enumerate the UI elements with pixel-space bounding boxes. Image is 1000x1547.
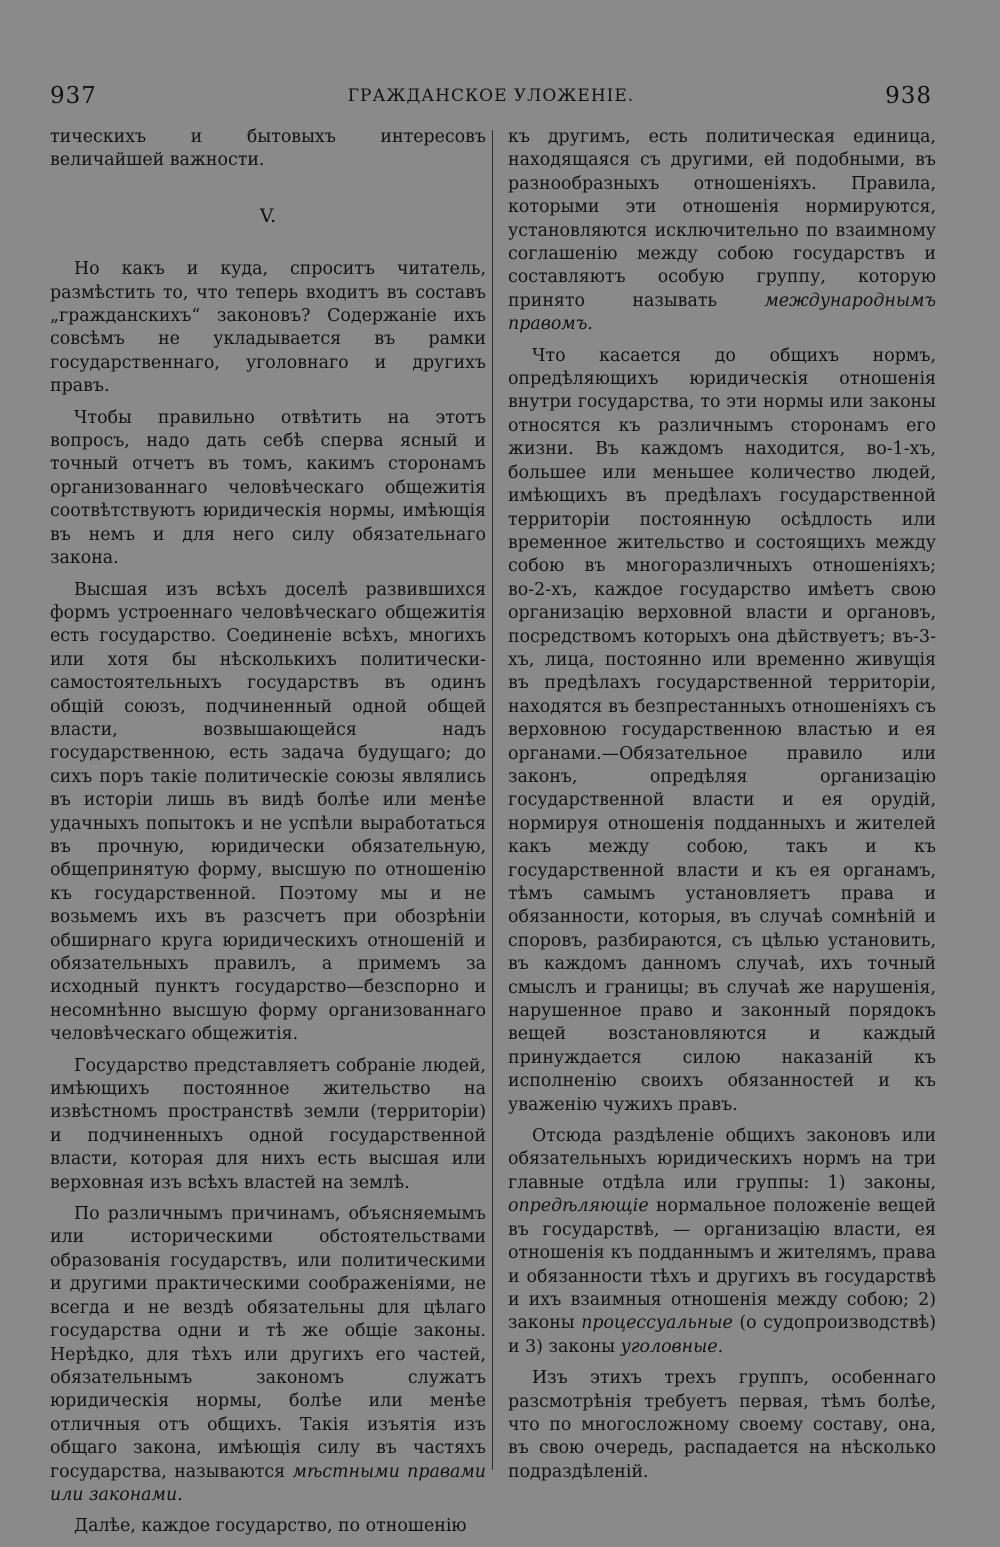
paragraph: Высшая изъ всѣхъ доселѣ развившихся формъ устроеннаго человѣческаго общежитія есть государство. Соединеніе всѣхъ, многихъ или хотя бы нѣсколькихъ политически-самостоятельныхъ государствъ въ одинъ общій союзъ, подчиненный одной общей власти, возвышающейся надъ государственною, есть задача будущаго; до сихъ поръ такіе политическіе союзы являлись въ исторіи лишь въ видѣ болѣе или менѣе удачныхъ попытокъ и не успѣли выработаться въ прочную, юридически обязательную, общепринятую форму, высшую по отношенію къ государственной. Поэтому мы и не возьмемъ ихъ въ разсчетъ при обозрѣніи обширнаго круга юридическихъ отношеній и обязательныхъ правилъ, а примемъ за исходный пунктъ государство—безспорно и несомнѣнно высшую форму организованнаго человѣческаго общежитія. [50,579,486,1045]
paragraph: Изъ этихъ трехъ группъ, особеннаго разсмотрѣнія требуетъ первая, тѣмъ болѣе, что по многосложному своему составу, она, въ свою очередь, распадается на нѣсколько подраздѣленій. [508,1368,936,1482]
paragraph [508,126,936,337]
italic-term: уголовные. [620,1336,724,1357]
text-run: Отсюда раздѣленіе общихъ законовъ или обязательныхъ юридическихъ нормъ на три главные отдѣла или группы: 1) законы, [508,1126,936,1193]
paragraph: Далѣе, каждое государство, по отношенію [74,1516,467,1537]
italic-term: опредѣляющіе [508,1196,649,1217]
text-run: (о судопроизводствѣ) и 3) законы [508,1313,936,1357]
left-column [50,126,486,1547]
paragraph [508,1125,936,1359]
paragraph: тическихъ и бытовыхъ интересовъ величайшей важности. [50,127,486,171]
right-column [508,126,936,1492]
paragraph: Государство представляетъ собраніе людей, имѣющихъ постоянное жительство на извѣстномъ пространствѣ земли (территоріи) и подчиненныхъ одной государственной власти, которая для нихъ есть высшая или верховная изъ всѣхъ властей на землѣ. [50,1055,486,1193]
paragraph [50,1203,486,1507]
page-number-left: 937 [50,83,97,109]
paragraph: Что касается до общихъ нормъ, опредѣляющихъ юридическія отношенія внутри государства, то эти нормы или законы относятся къ различнымъ сторонамъ его жизни. Въ каждомъ находится, во-1-хъ, большее или меньшее количество людей, имѣющихъ въ предѣлахъ государственной территоріи постоянную осѣдлость или временное жительство и состоящихъ между собою въ многоразличныхъ отношеніяхъ; во-2-хъ, каждое государство имѣетъ свою организацію верховной власти и органовъ, посредствомъ которыхъ она дѣйствуетъ; въ-3-хъ, лица, постоянно или временно живущія въ предѣлахъ государственной территоріи, находятся въ безпрестанныхъ отношеніяхъ съ верховною государственною властью и ея органами.—Обязательное правило или законъ, опредѣляя организацію государственной власти и ея орудій, нормируя отношенія подданныхъ и жителей какъ между собою, такъ и къ государственной власти и къ ея органамъ, тѣмъ самымъ установляетъ права и обязанности, которыя, въ случаѣ сомнѣній и споровъ, разбираются, съ цѣлью установить, въ каждомъ данномъ случаѣ, ихъ точный смыслъ и границы; въ случаѣ же нарушенія, нарушенное право и законный порядокъ вещей возстановляются и каждый принуждается силою наказаній къ исполненію своихъ обязанностей и къ уваженію чужихъ правъ. [508,345,936,1115]
italic-term: международнымъ правомъ. [508,290,936,335]
column-divider [492,130,493,1470]
paragraph: Но какъ и куда, спроситъ читатель, размѣстить то, что теперь входитъ въ составъ „гражданскихъ“ законовъ? Содержаніе ихъ совсѣмъ не укладывается въ рамки государственнаго, уголовнаго и другихъ правъ. [50,259,486,397]
text-run: По различнымъ причинамъ, объясняемымъ или историческими обстоятельствами образованія государствъ, или политическими и другими практическими соображеніями, не всегда и не вездѣ обязательны для цѣлаго государства одни и тѣ же общіе законы. Нерѣдко, для тѣхъ или другихъ его частей, обязательнымъ закономъ служатъ юридическія нормы, болѣе или менѣе отличныя отъ общихъ. Такія изъятія изъ общаго закона, имѣющія силу въ частяхъ государства, называются [50,1204,486,1482]
paragraph: Чтобы правильно отвѣтить на этотъ вопросъ, надо дать себѣ сперва ясный и точный отчетъ въ томъ, какимъ сторонамъ организованнаго человѣческаго общежитія соотвѣтствуютъ юридическія нормы, имѣющія въ немъ и для него силу обязательнаго закона. [50,407,486,569]
text-run: къ другимъ, есть политическая единица, находящаяся съ другими, ей подобными, въ разнообразныхъ отношеніяхъ. Правила, которыми эти отношенія нормируются, установляются исключительно по взаимному соглашенію между собою государствъ и составляютъ особую группу, которую принято называть [508,127,936,311]
section-heading: V. [259,204,277,227]
running-title: ГРАЖДАНСКОЕ УЛОЖЕНІЕ. [347,86,635,106]
page-header [50,78,932,114]
page-number-right: 938 [885,83,932,109]
text-run: нормальное положеніе вещей въ государствѣ, — организацію власти, ея отношенія къ подданнымъ и жителямъ, права и обязанности тѣхъ и другихъ въ государствѣ и ихъ взаимныя отношенія между собою; 2) законы [508,1196,936,1334]
italic-term: мѣстными правами или законами. [50,1461,486,1505]
italic-term: процессуальные [581,1313,733,1334]
